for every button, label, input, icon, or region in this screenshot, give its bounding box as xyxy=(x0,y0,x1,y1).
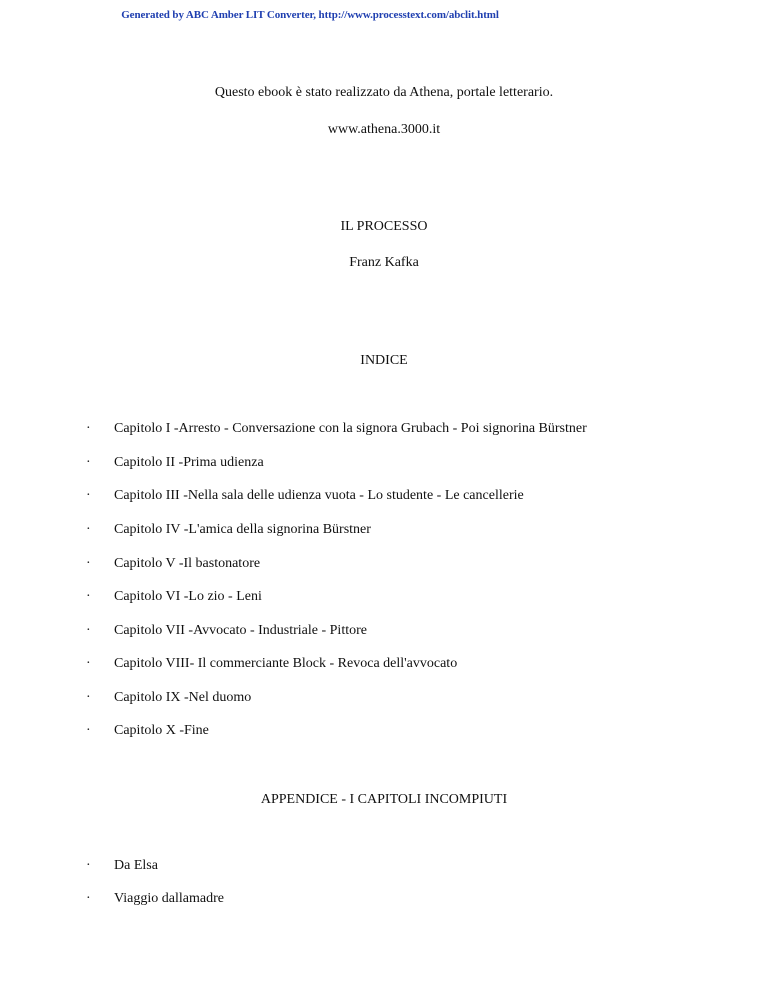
appendix-item-label: Da Elsa xyxy=(114,858,158,873)
toc-item-3[interactable] xyxy=(86,487,524,505)
site-link[interactable]: www.athena.3000.it xyxy=(327,122,441,137)
toc-item-4[interactable] xyxy=(86,521,371,539)
bullet: · xyxy=(86,488,91,503)
toc-item-label: Capitolo IV -L'amica della signorina Bürstner xyxy=(114,522,371,537)
toc-item-label: Capitolo II -Prima udienza xyxy=(114,455,264,470)
toc-item-1[interactable] xyxy=(86,420,587,438)
toc-item-8[interactable] xyxy=(86,655,457,673)
bullet: · xyxy=(86,723,91,738)
toc-item-5[interactable] xyxy=(86,555,260,573)
toc-item-label: Capitolo VIII- Il commerciante Block - Revoca dell'avvocato xyxy=(114,656,458,671)
bullet: · xyxy=(86,623,91,638)
bullet: · xyxy=(86,421,91,436)
appendix-item-1[interactable] xyxy=(86,857,158,875)
toc-item-label: Capitolo IX -Nel duomo xyxy=(114,690,252,705)
toc-item-label: Capitolo III -Nella sala delle udienza vuota - Lo studente - Le cancellerie xyxy=(114,488,524,503)
intro-line: Questo ebook è stato realizzato da Athena, portale letterario. xyxy=(214,85,554,100)
toc-item-7[interactable] xyxy=(86,622,367,640)
bullet: · xyxy=(86,522,91,537)
bullet: · xyxy=(86,891,91,906)
toc-item-label: Capitolo V -Il bastonatore xyxy=(114,556,261,571)
appendix-item-label: Viaggio dallamadre xyxy=(114,891,224,906)
toc-item-label: Capitolo X -Fine xyxy=(114,723,209,738)
bullet: · xyxy=(86,455,91,470)
toc-item-10[interactable] xyxy=(86,722,209,740)
toc-item-2[interactable] xyxy=(86,454,264,472)
bullet: · xyxy=(86,690,91,705)
bullet: · xyxy=(86,589,91,604)
bullet: · xyxy=(86,858,91,873)
toc-item-label: Capitolo VII -Avvocato - Industriale - Pittore xyxy=(114,623,367,638)
bullet: · xyxy=(86,656,91,671)
toc-item-label: Capitolo VI -Lo zio - Leni xyxy=(114,589,262,604)
toc-item-label: Capitolo I -Arresto - Conversazione con la signora Grubach - Poi signorina Bürstner xyxy=(114,421,587,436)
converter-banner[interactable]: Generated by ABC Amber LIT Converter, http://www.processtext.com/abclit.html xyxy=(121,9,499,21)
appendix-item-2[interactable] xyxy=(86,890,224,908)
bullet: · xyxy=(86,556,91,571)
index-heading: INDICE xyxy=(360,353,408,368)
toc-item-9[interactable] xyxy=(86,689,251,707)
appendix-heading: APPENDICE - I CAPITOLI INCOMPIUTI xyxy=(260,792,508,807)
toc-item-6[interactable] xyxy=(86,588,262,606)
book-author: Franz Kafka xyxy=(349,255,419,270)
book-title: IL PROCESSO xyxy=(340,219,428,234)
